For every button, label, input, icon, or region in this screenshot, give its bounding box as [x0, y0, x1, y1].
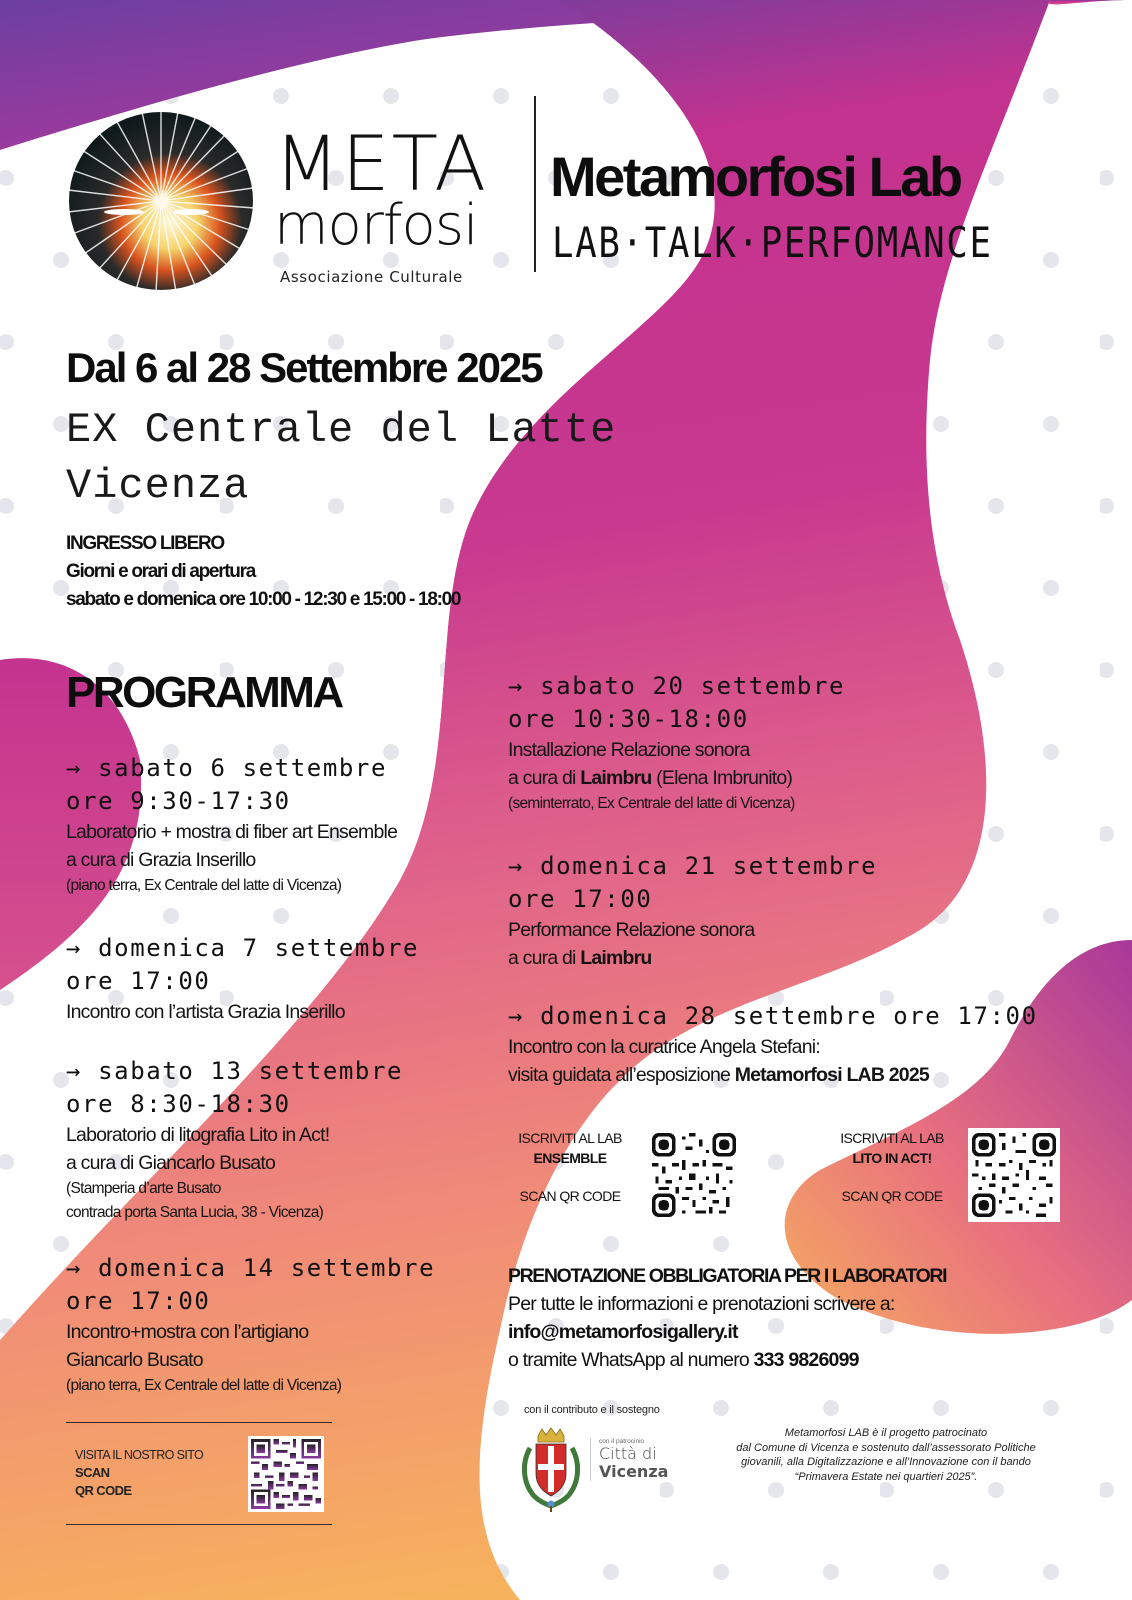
brand-meta: META	[274, 119, 489, 208]
event-dates: Dal 6 al 28 Settembre 2025	[66, 344, 542, 391]
arrow-right-icon: →	[508, 852, 525, 880]
city-name-line1: Città di	[599, 1444, 657, 1463]
event-time: ore 17:00	[508, 885, 653, 913]
event-day: sabato 20 settembre	[540, 672, 846, 700]
brand-morfosi: morfosi	[274, 193, 478, 258]
patronage-credit: Metamorfosi LAB è il progetto patrocinato dal Comune di Vicenza e sostenuto dall’assessorato Politiche giovanili, alla Digitalizzazione e all’Innovazione con il bando “Primavera Estate nei quartieri 2025”.	[736, 1427, 1036, 1483]
event-curator: a cura di Laimbru (Elena Imbrunito)	[508, 767, 793, 789]
sponsor-label: con il contributo e il sostegno	[524, 1404, 660, 1416]
entry-label: INGRESSO LIBERO	[66, 533, 224, 554]
contact-email[interactable]: info@metamorfosigallery.it	[508, 1321, 738, 1343]
arrow-right-icon: →	[508, 672, 525, 700]
arrow-right-icon: →	[66, 754, 83, 782]
event-day: domenica 28 settembre ore 17:00	[540, 1002, 1038, 1030]
event-location: (piano terra, Ex Centrale del latte di Vicenza)	[66, 1377, 342, 1394]
website-line3: QR CODE	[75, 1483, 132, 1498]
arrow-right-icon: →	[508, 1002, 525, 1030]
page-subtitle: LAB·TALK·PERFOMANCE	[552, 218, 993, 267]
event-location: (seminterrato, Ex Centrale del latte di Vicenza)	[508, 795, 795, 812]
event-day: sabato 6 settembre	[98, 754, 388, 782]
starburst-logo-icon	[66, 110, 256, 292]
event-description: Laboratorio di litografia Lito in Act!	[66, 1124, 330, 1146]
event-description: Installazione Relazione sonora	[508, 739, 750, 761]
website-line2: SCAN	[75, 1465, 110, 1480]
exhibition-name: Metamorfosi LAB 2025	[734, 1064, 929, 1086]
event-description: Performance Relazione sonora	[508, 919, 755, 941]
event-description: Incontro+mostra con l’artigiano	[66, 1321, 309, 1343]
whatsapp-line: o tramite WhatsApp al numero 333 9826099	[508, 1349, 859, 1371]
venue-city: Vicenza	[66, 462, 250, 510]
divider	[66, 1422, 332, 1423]
scan-label: SCAN QR CODE	[841, 1188, 943, 1204]
scan-label: SCAN QR CODE	[519, 1188, 621, 1204]
signup-label: ISCRIVITI AL LAB	[518, 1130, 622, 1146]
event-description: Laboratorio + mostra di fiber art Ensemble	[66, 821, 398, 843]
header-divider	[534, 96, 536, 272]
signup-label: ISCRIVITI AL LAB	[840, 1130, 944, 1146]
event-time: ore 10:30-18:00	[508, 705, 749, 733]
signup-lab-name: ENSEMBLE	[533, 1150, 607, 1166]
event-location: (Stamperia d’arte Busato	[66, 1180, 221, 1197]
website-label	[75, 1446, 203, 1500]
venue-name: EX Centrale del Latte	[66, 406, 617, 454]
event-description: Incontro con l’artista Grazia Inserillo	[66, 1001, 345, 1023]
artist-name: Laimbru	[580, 947, 652, 969]
event-day: domenica 21 settembre	[540, 852, 878, 880]
event-curator: a cura di Grazia Inserillo	[66, 849, 256, 871]
event-curator: visita guidata all’esposizione Metamorfosi LAB 2025	[508, 1064, 929, 1086]
booking-info	[508, 1262, 946, 1374]
divider	[66, 1524, 332, 1525]
website-line1: VISITA IL NOSTRO SITO	[75, 1448, 204, 1462]
event-day: sabato 13 settembre	[98, 1057, 404, 1085]
city-name-line2: Vicenza	[599, 1462, 669, 1481]
signup-lito-in-act	[822, 1128, 1060, 1222]
vicenza-crest-icon	[520, 1426, 582, 1512]
arrow-right-icon: →	[66, 1057, 83, 1085]
hours-label: Giorni e orari di apertura	[66, 561, 255, 582]
booking-instructions: Per tutte le informazioni e prenotazioni scrivere a:	[508, 1293, 895, 1315]
signup-ensemble	[500, 1128, 740, 1222]
opening-info	[66, 530, 460, 614]
qr-code-icon[interactable]	[648, 1128, 740, 1222]
event-day: domenica 14 settembre	[98, 1254, 436, 1282]
event-item	[508, 670, 1068, 816]
event-time: ore 9:30-17:30	[66, 787, 291, 815]
event-item	[508, 850, 1068, 972]
brand-tagline: Associazione Culturale	[280, 268, 463, 286]
event-time: ore 17:00	[66, 967, 211, 995]
contact-phone[interactable]: 333 9826099	[753, 1349, 859, 1371]
event-description: Incontro con la curatrice Angela Stefani:	[508, 1036, 820, 1058]
patronage-label: con il patrocinio	[599, 1438, 645, 1445]
event-curator: a cura di Giancarlo Busato	[66, 1152, 275, 1174]
page-title: Metamorfosi Lab	[550, 145, 961, 208]
artist-name: Laimbru	[580, 767, 652, 789]
event-curator: Giancarlo Busato	[66, 1349, 203, 1371]
programme-title: PROGRAMMA	[66, 668, 342, 717]
citta-di-vicenza-logo	[590, 1438, 668, 1481]
qr-code-icon[interactable]	[248, 1436, 324, 1512]
event-time: ore 8:30-18:30	[66, 1090, 291, 1118]
event-curator: a cura di Laimbru	[508, 947, 652, 969]
qr-code-icon[interactable]	[968, 1128, 1060, 1222]
event-day: domenica 7 settembre	[98, 934, 420, 962]
event-time: ore 17:00	[66, 1287, 211, 1315]
brand-wordmark	[274, 119, 514, 286]
arrow-right-icon: →	[66, 1254, 83, 1282]
event-item	[508, 1000, 1068, 1089]
event-venue	[66, 402, 616, 514]
signup-lab-name: LITO IN ACT!	[852, 1150, 932, 1166]
event-address: contrada porta Santa Lucia, 38 - Vicenza)	[66, 1204, 324, 1221]
booking-heading: PRENOTAZIONE OBBLIGATORIA PER I LABORATORI	[508, 1265, 947, 1287]
arrow-right-icon: →	[66, 934, 83, 962]
event-location: (piano terra, Ex Centrale del latte di Vicenza)	[66, 877, 342, 894]
hours-value: sabato e domenica ore 10:00 - 12:30 e 15:00 - 18:00	[66, 589, 461, 610]
